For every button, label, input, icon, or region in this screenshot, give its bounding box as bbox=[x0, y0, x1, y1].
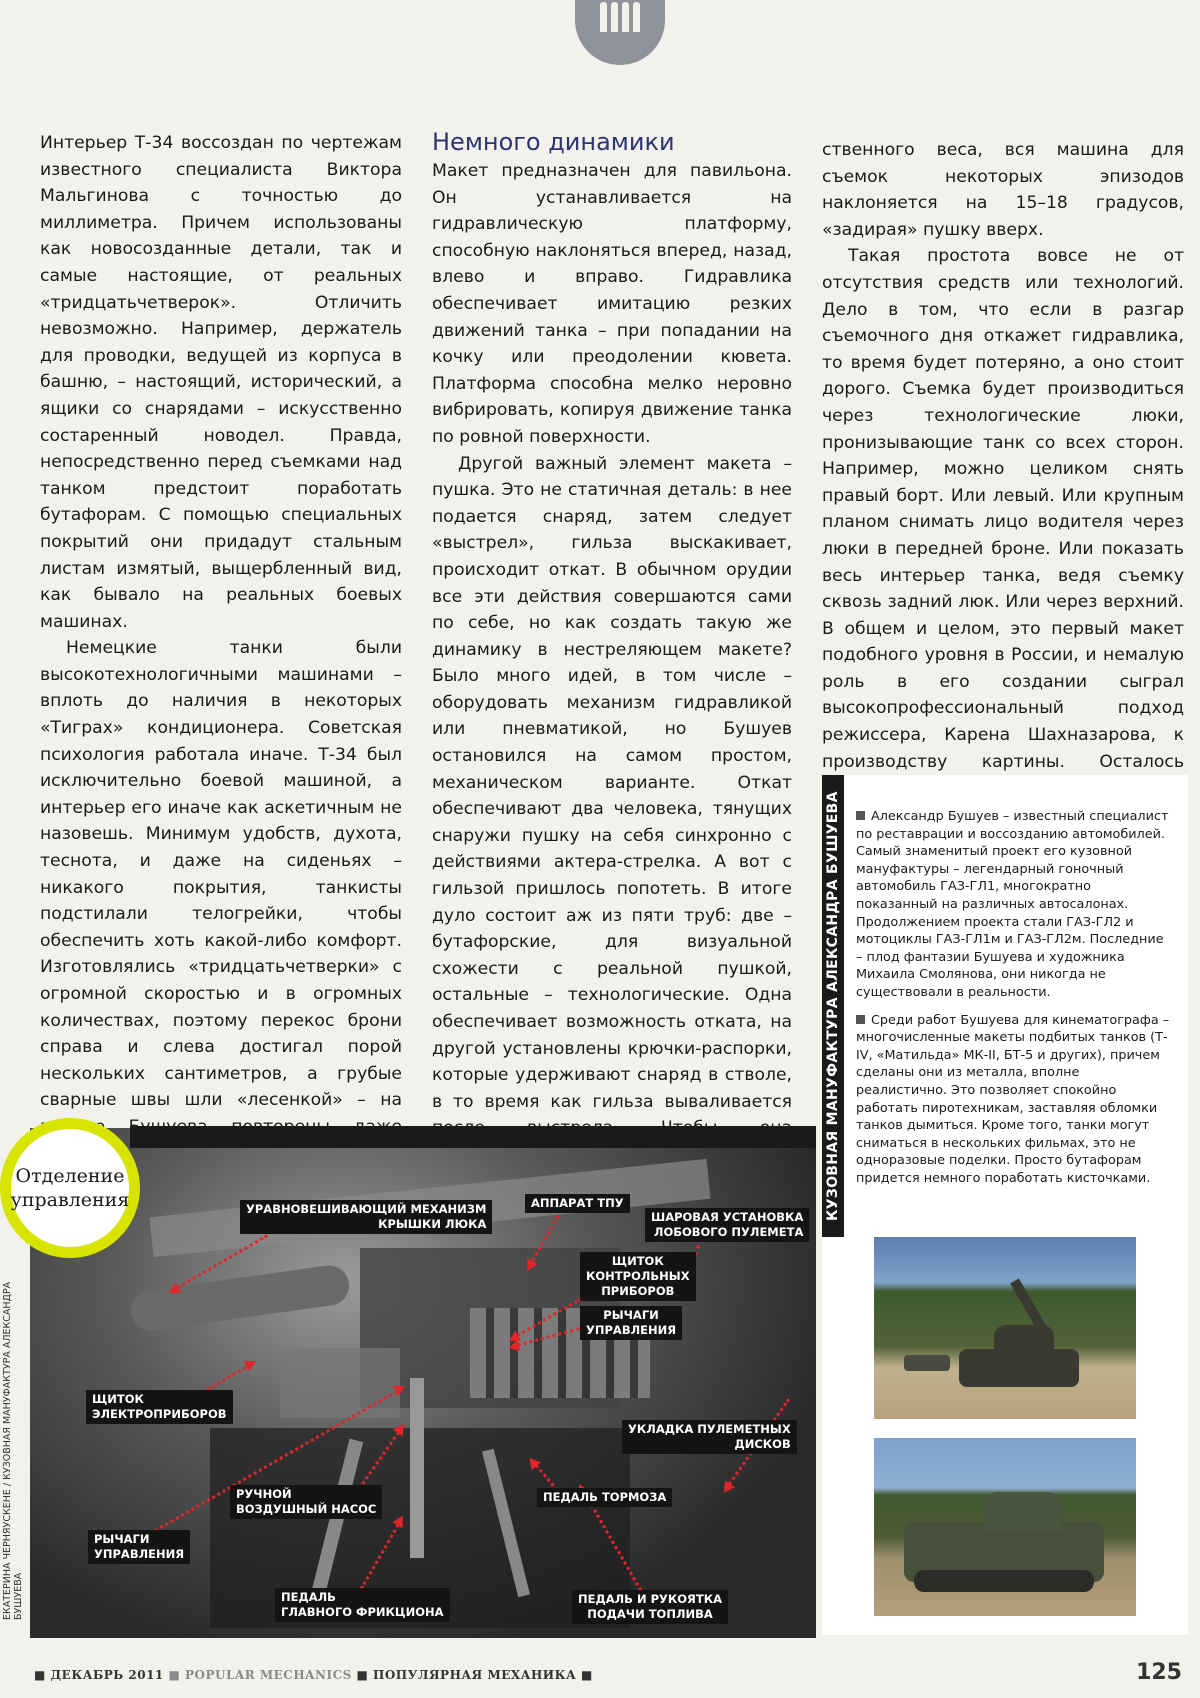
page-number: 125 bbox=[1136, 1660, 1182, 1685]
label-clutch-pedal: ПЕДАЛЬ ГЛАВНОГО ФРИКЦИОНА bbox=[275, 1588, 450, 1622]
figure-top-bar bbox=[130, 1126, 816, 1148]
figure-badge bbox=[0, 1118, 140, 1258]
section-heading: Немного динамики bbox=[432, 128, 675, 156]
sidebar-vertical-title: КУЗОВНАЯ МАНУФАКТУРА АЛЕКСАНДРА БУШУЕВА bbox=[822, 775, 844, 1237]
badge-line: управления bbox=[10, 1189, 130, 1211]
paragraph: Интерьер Т-34 воссоздан по чертежам известного специалиста Виктора Мальгинова с точностью до миллиметра. Причем использованы как новосозданные детали, так и самые настоящие, от реальных «тридцатьчетверок». Отличить невозможно. Например, держатель для проводки, ведущей из корпуса в башню, – настоящий, исторический, а ящики со снарядами – искусственно состаренный новодел. Правда, непосредственно перед съемками над танком предстоит поработать бутафорам. С помощью специальных покрытий они придадут стальным листам измятый, выщербленный вид, как бывало на реальных боевых машинах. bbox=[40, 133, 402, 632]
label-electrical-panel: ЩИТОК ЭЛЕКТРОПРИБОРОВ bbox=[86, 1390, 233, 1424]
tank-prop-photo-1 bbox=[874, 1237, 1136, 1419]
label-counterbalance: УРАВНОВЕШИВАЮЩИЙ МЕХАНИЗМ КРЫШКИ ЛЮКА bbox=[240, 1200, 492, 1234]
sidebar-paragraph: Среди работ Бушуева для кинематографа – многочисленные макеты подбитых танков (Т-IV, «Матильда» МК-II, БТ-5 и других), причем сделаны они из металла, вполне реалистично. Это позволяет спокойно работать пиротехникам, заставляя обломки танков дымиться. Кроме того, танки могут сниматься в нескольких фильмах, это не одноразовые поделки. Просто бутафорам придется немного поработать кисточками. bbox=[856, 1012, 1170, 1186]
paragraph bbox=[822, 243, 1184, 801]
paragraph: ственного веса, вся машина для съемок некоторых эпизодов наклоняется на 15–18 градусов, «задирая» пушку вверх. bbox=[822, 140, 1184, 240]
label-control-levers-bottom: РЫЧАГИ УПРАВЛЕНИЯ bbox=[88, 1530, 190, 1564]
label-brake-pedal: ПЕДАЛЬ ТОРМОЗА bbox=[537, 1488, 672, 1507]
photo-credit: ЕКАТЕРИНА ЧЕРНЯУСКЕНЕ / КУЗОВНАЯ МАНУФАКТУРА АЛЕКСАНДРА БУШУЕВА bbox=[2, 1281, 24, 1620]
page-footer: ■ ДЕКАБРЬ 2011 ■ POPULAR MECHANICS ■ ПОПУЛЯРНАЯ МЕХАНИКА ■ bbox=[34, 1668, 593, 1682]
sidebar-text bbox=[856, 808, 1174, 1197]
label-air-pump: РУЧНОЙ ВОЗДУШНЫЙ НАСОС bbox=[230, 1485, 382, 1519]
badge-line: Отделение bbox=[15, 1165, 125, 1187]
label-fuel-pedal: ПЕДАЛЬ И РУКОЯТКА ПОДАЧИ ТОПЛИВА bbox=[572, 1590, 728, 1624]
article-column-2 bbox=[432, 158, 792, 1195]
paragraph: Другой важный элемент макета – пушка. Это не статичная деталь: в нее подается снаряд, затем следует «выстрел», гильза выскакивает, происходит откат. В обычном орудии все эти действия совершаются сами по себе, но как создать такую же динамику в нестреляющем макете? Было много идей, в том числе – оборудовать механизм гидравликой или пневматикой, но Бушуев остановился на самом простом, механическом варианте. Откат обеспечивают два человека, тянущих снаружи пушку на себя синхронно с действиями актера-стрелка. А вот с гильзой пришлось попотеть. В итоге дуло состоит аж из пяти труб: две – бутафорские, для визуальной схожести с реальной пушкой, остальные – технологические. Одна обеспечивает возможность отката, на другой установлены крючки-распорки, которые удерживают снаряд в стволе, в то время как гильза вываливается bbox=[432, 453, 792, 1112]
paragraph-text: Такая простота вовсе не от отсутствия средств или технологий. Дело в том, что если в разгар съемочного дня откажет гидравлика, то время будет потеряно, а оно стоит дорого. Съемка будет производиться через технологические люки, пронизывающие танк со всех сторон. Например, можно целиком снять правый борт. Или левый. Или крупным планом снимать лицо водителя через люки в передней броне. Или показать весь интерьер танка, ведя съемку сквозь задний люк. Или через верхний. В общем и целом, это первый макет подобного уровня в России, и немалую роль в его создании сыграл высокопрофессиональный подход режиссера, Карена Шахназарова, к производству картины. Осталось bbox=[822, 246, 1184, 772]
article-column-3 bbox=[822, 137, 1184, 802]
label-mg-discs: УКЛАДКА ПУЛЕМЕТНЫХ ДИСКОВ bbox=[622, 1420, 797, 1454]
paragraph: Немецкие танки были высокотехнологичными машинами – вплоть до наличия в некоторых «Тиграх» кондиционера. Советская психология работала иначе. Т-34 был исключительно боевой машиной, а интерьер его иначе как аскетичным не назовешь. Минимум удобств, духота, теснота, и даже на сиденьях – никакого покрытия, танкисты подстилали телогрейки, чтобы обеспечить хоть какой-либо комфорт. Изготовлялись «тридцатьчетверки» с огромной скоростью и в огромных количествах, поэтому перекос брони справа и слева достигал порой нескольких сантиметров, а грубые сварные швы шли «лесенкой» – на bbox=[40, 638, 402, 1111]
section-badge bbox=[575, 0, 665, 65]
bullet-square bbox=[856, 811, 865, 820]
paragraph: Макет предназначен для павильона. Он устанавливается на гидравлическую платформу, способную наклоняться вперед, назад, влево и вправо. Гидравлика обеспечивает имитацию резких движений танка – при попадании на кочку или преодолении кювета. Платформа способна мелко неровно вибрировать, копируя движение танка по ровной поверхности. bbox=[432, 161, 792, 447]
label-intercom: АППАРАТ ТПУ bbox=[525, 1194, 630, 1213]
footer-month: ДЕКАБРЬ 2011 bbox=[50, 1668, 164, 1682]
bullet-square bbox=[856, 1015, 865, 1024]
footer-magazine-en: POPULAR MECHANICS bbox=[185, 1668, 352, 1682]
footer-magazine-ru: ПОПУЛЯРНАЯ МЕХАНИКА bbox=[373, 1668, 577, 1682]
label-ball-mount: ШАРОВАЯ УСТАНОВКА ЛОБОВОГО ПУЛЕМЕТА bbox=[645, 1208, 809, 1242]
sidebar-paragraph: Александр Бушуев – известный специалист по реставрации и воссозданию автомобилей. Самый знаменитый проект его кузовной мануфактуры – легендарный гоночный автомобиль ГАЗ-ГЛ1, многократно показанный на различных автосалонах. Продолжением проекта стали ГАЗ-ГЛ2 и мотоциклы ГАЗ-ГЛ1м и ГАЗ-ГЛ2м. Последние – плод фантазии Бушуева и художника Михаила Смолянова, они никогда не существовали в реальности. bbox=[856, 809, 1169, 1000]
article-column-1 bbox=[40, 130, 402, 1167]
label-instrument-panel: ЩИТОК КОНТРОЛЬНЫХ ПРИБОРОВ bbox=[580, 1252, 696, 1301]
tank-prop-photo-2 bbox=[874, 1438, 1136, 1616]
label-control-levers-top: РЫЧАГИ УПРАВЛЕНИЯ bbox=[580, 1306, 682, 1340]
